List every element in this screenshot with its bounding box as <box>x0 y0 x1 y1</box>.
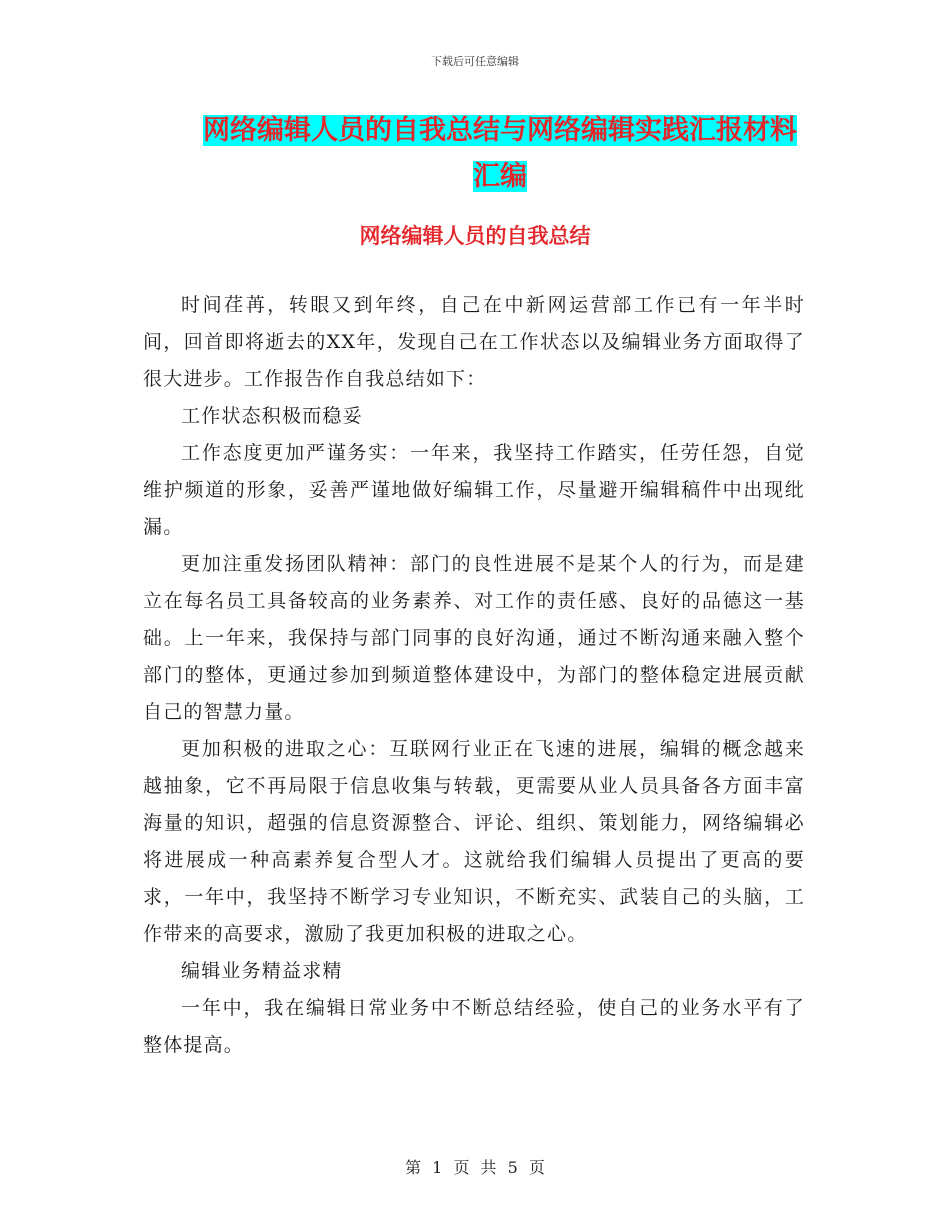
paragraph-work-attitude: 工作态度更加严谨务实：一年来，我坚持工作踏实，任劳任怨，自觉维护频道的形象，妥善严谨地做好编辑工作，尽量避开编辑稿件中出现纰漏。 <box>143 442 805 538</box>
paragraph-team-spirit: 更加注重发扬团队精神：部门的良性进展不是某个人的行为，而是建立在每名员工具备较高的业务素养、对工作的责任感、良好的品德这一基础。上一年来，我保持与部门同事的良好沟通，通过不断沟通来融入整个部门的整体，更通过参加到频道整体建设中，为部门的整体稳定进展贡献自己的智慧力量。 <box>143 553 805 723</box>
document-title <box>190 108 810 200</box>
document-title-text: 网络编辑人员的自我总结与网络编辑实践汇报材料汇编 <box>203 115 797 192</box>
paragraph-subheading-work-state: 工作状态积极而稳妥 <box>181 405 363 427</box>
document-body <box>143 287 805 1064</box>
paragraph-subheading-editing: 编辑业务精益求精 <box>181 960 343 982</box>
page-number-footer: 第 1 页 共 5 页 <box>405 1158 545 1177</box>
paragraph-intro: 时间荏苒，转眼又到年终，自己在中新网运营部工作已有一年半时间，回首即将逝去的XX年，发现自己在工作状态以及编辑业务方面取得了很大进步。工作报告作自我总结如下： <box>143 294 805 390</box>
paragraph-enterprising: 更加积极的进取之心：互联网行业正在飞速的进展，编辑的概念越来越抽象，它不再局限于信息收集与转载，更需要从业人员具备各方面丰富海量的知识，超强的信息资源整合、评论、组织、策划能力，网络编辑必将进展成一种高素养复合型人才。这就给我们编辑人员提出了更高的要求，一年中，我坚持不断学习专业知识，不断充实、武装自己的头脑，工作带来的高要求，激励了我更加积极的进取之心。 <box>143 738 805 945</box>
paragraph-editing-experience: 一年中，我在编辑日常业务中不断总结经验，使自己的业务水平有了整体提高。 <box>143 997 805 1056</box>
header-note: 下载后可任意编辑 <box>431 55 519 68</box>
section-title: 网络编辑人员的自我总结 <box>359 224 591 248</box>
